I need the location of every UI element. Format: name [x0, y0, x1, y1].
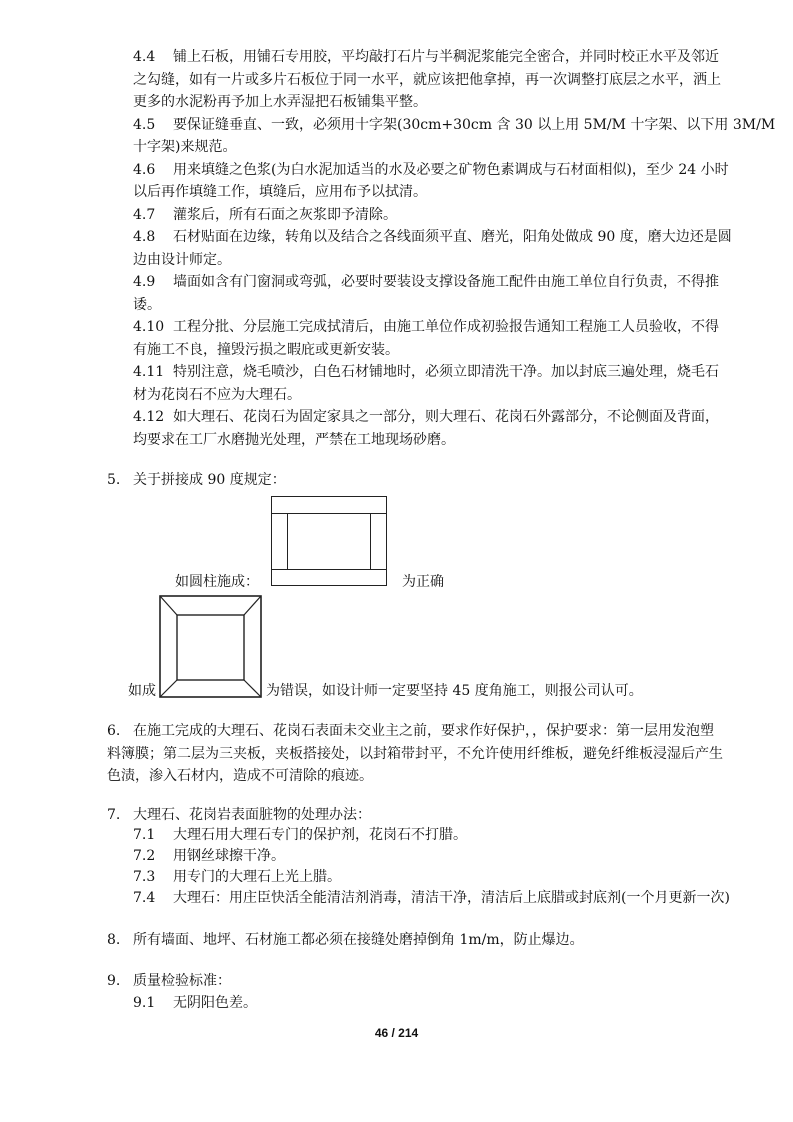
- item-number: 7.1: [133, 827, 156, 843]
- paragraph-line: [133, 296, 161, 314]
- section-title: 质量检验标准：: [133, 973, 231, 989]
- line-text: 墙面如含有门窗洞或弯弧，必要时要装设支撑设备施工配件由施工单位自行负责，不得推: [173, 274, 719, 290]
- list-item: [133, 868, 341, 886]
- item-text: 大理石用大理石专门的保护剂，花岗石不打腊。: [173, 827, 467, 843]
- paragraph-line: [133, 341, 399, 359]
- line-text: 如大理石、花岗石为固定家具之一部分，则大理石、花岗石外露部分，不论侧面及背面，: [173, 409, 719, 425]
- line-text: 材为花岗石不应为大理石。: [133, 386, 301, 403]
- line-text: 在施工完成的大理石、花岗石表面未交业主之前，要求作好保护，，保护要求：第一层用发泡塑: [133, 723, 714, 739]
- line-text: 以后再作填缝工作，填缝后，应用布予以拭清。: [133, 184, 427, 200]
- item-number: 4.12: [133, 409, 165, 425]
- paragraph-line: [133, 116, 775, 134]
- item-text: 无阴阳色差。: [173, 995, 257, 1011]
- inner-square: [177, 615, 244, 680]
- item-number: 4.10: [133, 319, 165, 335]
- line-text: 要保证缝垂直、一致，必须用十字架(30cm+30cm 含 30 以上用 5M/M 十字架、以下用 3M/M: [173, 116, 776, 133]
- line-text: 均要求在工厂水磨抛光处理，严禁在工地现场砂磨。: [133, 431, 455, 448]
- correct-prefix-text: 如圆柱施成：: [175, 574, 259, 590]
- page-number: 46 / 214: [374, 1026, 419, 1040]
- section-title: 大理石、花岗岩表面脏物的处理办法：: [133, 807, 371, 823]
- section-9-heading: [107, 972, 231, 990]
- wrong-45-degree-diagram: [158, 594, 264, 700]
- item-text: 用专门的大理石上光上腊。: [173, 869, 341, 885]
- item-number: 4.6: [133, 161, 156, 178]
- line-text: 诿。: [133, 296, 161, 313]
- line-text: 特别注意，烧毛喷沙，白色石材铺地时，必须立即清洗干净。加以封底三遍处理，烧毛石: [173, 364, 719, 380]
- list-item: [133, 889, 730, 907]
- line-text: 石材贴面在边缘，转角以及结合之各线面须平直、磨光，阳角处做成 90 度，磨大边还是圆: [173, 229, 732, 245]
- item-number: 4.9: [133, 274, 156, 290]
- paragraph-line: [133, 183, 427, 201]
- item-number: 7.4: [133, 890, 156, 906]
- line-text: 之勾缝，如有一片或多片石板位于同一水平，就应该把他拿掉，再一次调整打底层之水平，洒上: [133, 71, 721, 88]
- paragraph-line: [133, 386, 301, 404]
- section-number: 7.: [107, 807, 121, 823]
- line-text: 铺上石板，用铺石专用胶，平均敲打石片与半稠泥浆能完全密合，并同时校正水平及邻近: [173, 49, 719, 65]
- line-text: 料簿膜；第二层为三夹板，夹板搭接处，以封箱带封平，不允许使用纤维板，避免纤维板浸湿后产生: [107, 745, 723, 762]
- line-text: 色渍，渗入石材内，造成不可清除的痕迹。: [107, 768, 373, 784]
- paragraph-line: [133, 408, 719, 426]
- paragraph-line: [133, 206, 397, 224]
- paragraph-line: [133, 251, 231, 269]
- paragraph-line: [133, 431, 455, 449]
- item-text: 用钢丝球擦干净。: [173, 848, 285, 864]
- section-7-heading: [107, 806, 371, 824]
- miter-line: [160, 680, 177, 697]
- item-number: 4.7: [133, 206, 156, 223]
- paragraph-line: [133, 93, 427, 111]
- paragraph-line: [107, 745, 723, 763]
- section-title: 关于拼接成 90 度规定：: [133, 472, 286, 488]
- paragraph-line: [133, 363, 719, 381]
- correct-suffix-text: 为正确: [402, 574, 444, 590]
- section-number: 5.: [107, 472, 121, 488]
- section-text: 所有墙面、地坪、石材施工都必须在接缝处磨掉倒角 1m/m，防止爆边。: [133, 932, 584, 948]
- right-strip-line: [370, 513, 371, 570]
- wrong-prefix-text: 如成: [128, 683, 156, 699]
- section-number: 9.: [107, 973, 121, 989]
- line-text: 更多的水泥粉再予加上水弄湿把石板铺集平整。: [133, 94, 427, 110]
- paragraph-line: [133, 318, 719, 336]
- section-5-heading: [107, 471, 286, 489]
- list-item: [133, 847, 285, 865]
- miter-line: [160, 596, 177, 615]
- item-number: 9.1: [133, 995, 156, 1011]
- item-number: 4.4: [133, 49, 156, 65]
- paragraph-line: [133, 273, 719, 291]
- section-8: [107, 931, 584, 949]
- section-number: 8.: [107, 932, 121, 948]
- item-text: 大理石：用庄臣快活全能清洁剂消毒，清洁干净，清洁后上底腊或封底剂(一个月更新一次): [173, 890, 730, 906]
- section-number: 6.: [107, 723, 121, 739]
- line-text: 十字架)来规范。: [133, 139, 237, 155]
- item-number: 7.3: [133, 869, 156, 885]
- miter-line: [244, 596, 261, 615]
- paragraph-line: [133, 138, 236, 156]
- item-number: 7.2: [133, 848, 156, 864]
- paragraph-line: [133, 161, 729, 179]
- miter-line: [244, 680, 261, 697]
- item-number: 4.8: [133, 229, 156, 245]
- section-9-item: [133, 994, 257, 1012]
- item-number: 4.11: [133, 364, 165, 380]
- paragraph-line: [107, 722, 714, 740]
- line-text: 工程分批、分层施工完成拭清后，由施工单位作成初验报告通知工程施工人员验收，不得: [173, 319, 719, 335]
- line-text: 边由设计师定。: [133, 251, 231, 268]
- left-strip-line: [287, 513, 288, 570]
- paragraph-line: [133, 228, 732, 246]
- paragraph-line: [107, 767, 373, 785]
- line-text: 灌浆后，所有石面之灰浆即予清除。: [173, 206, 397, 223]
- line-text: 有施工不良，撞毁污损之暇庇或更新安装。: [133, 341, 399, 358]
- paragraph-line: [133, 48, 719, 66]
- item-number: 4.5: [133, 116, 156, 133]
- list-item: [133, 826, 467, 844]
- line-text: 用来填缝之色浆(为白水泥加适当的水及必要之矿物色素调成与石材面相似)，至少 24 小时: [173, 161, 729, 178]
- wrong-suffix-text: 为错误，如设计师一定要坚持 45 度角施工，则报公司认可。: [266, 683, 643, 699]
- paragraph-line: [133, 71, 721, 89]
